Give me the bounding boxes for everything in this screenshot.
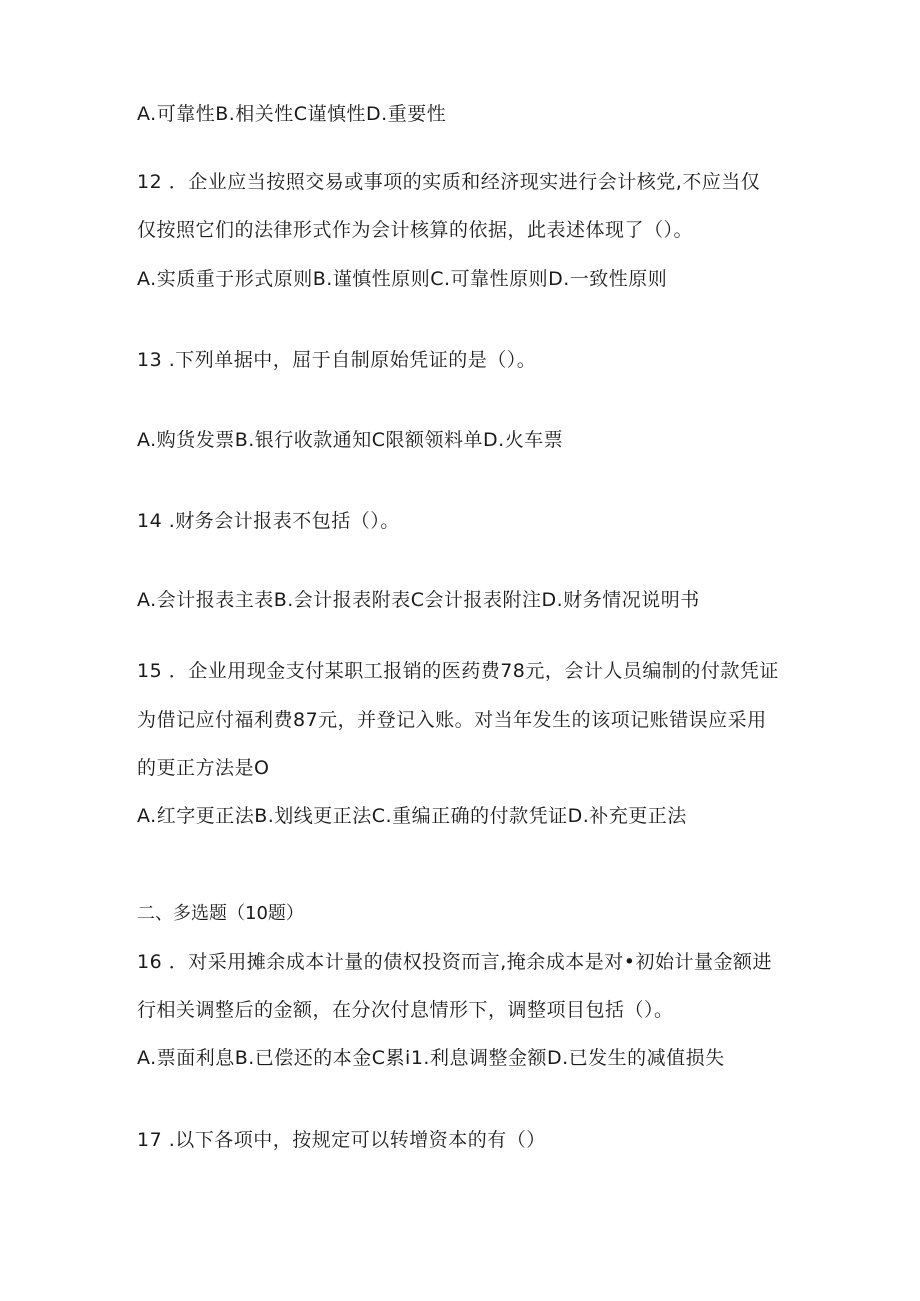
q12-stem-line1: 12 ．企业应当按照交易或事项的实质和经济现实进行会计核党,不应当仅 bbox=[137, 171, 761, 193]
q16-options: A.票面利息B.已偿还的本金C累i1.利息调整金额D.已发生的减值损失 bbox=[137, 1047, 725, 1069]
q15-stem-line2: 为借记应付福利费87元，并登记入账。对当年发生的该项记账错误应采用 bbox=[137, 709, 767, 731]
q17-stem: 17 .以下各项中，按规定可以转增资本的有（） bbox=[137, 1129, 546, 1151]
q15-stem-line1: 15 ．企业用现金支付某职工报销的医药费78元，会计人员编制的付款凭证 bbox=[137, 660, 779, 682]
q14-options: A.会计报表主表B.会计报表附表C会计报表附注D.财务情况说明书 bbox=[137, 589, 700, 611]
q15-options: A.红字更正法B.划线更正法C.重编正确的付款凭证D.补充更正法 bbox=[137, 805, 687, 827]
q12-stem-line2: 仅按照它们的法律形式作为会计核算的依据，此表述体现了（）。 bbox=[137, 219, 694, 241]
section-heading-multiple-choice: 二、多选题（10题） bbox=[137, 903, 304, 924]
q15-stem-line3: 的更正方法是O bbox=[137, 757, 270, 779]
q13-options: A.购货发票B.银行收款通知C限额领料单D.火车票 bbox=[137, 429, 564, 451]
q11-options: A.可靠性B.相关性C谨慎性D.重要性 bbox=[137, 103, 447, 125]
q13-stem: 13 .下列单据中，屈于自制原始凭证的是（）。 bbox=[137, 349, 537, 371]
q14-stem: 14 .财务会计报表不包括（）。 bbox=[137, 510, 400, 532]
q16-stem-line1: 16 ．对采用摊余成本计量的债权投资而言,掩余成本是对•初始计量金额进 bbox=[137, 951, 772, 973]
q12-options: A.实质重于形式原则B.谨慎性原则C.可靠性原则D.一致性原则 bbox=[137, 268, 668, 290]
q16-stem-line2: 行相关调整后的金额，在分次付息情形下，调整项目包括（）。 bbox=[137, 999, 674, 1021]
